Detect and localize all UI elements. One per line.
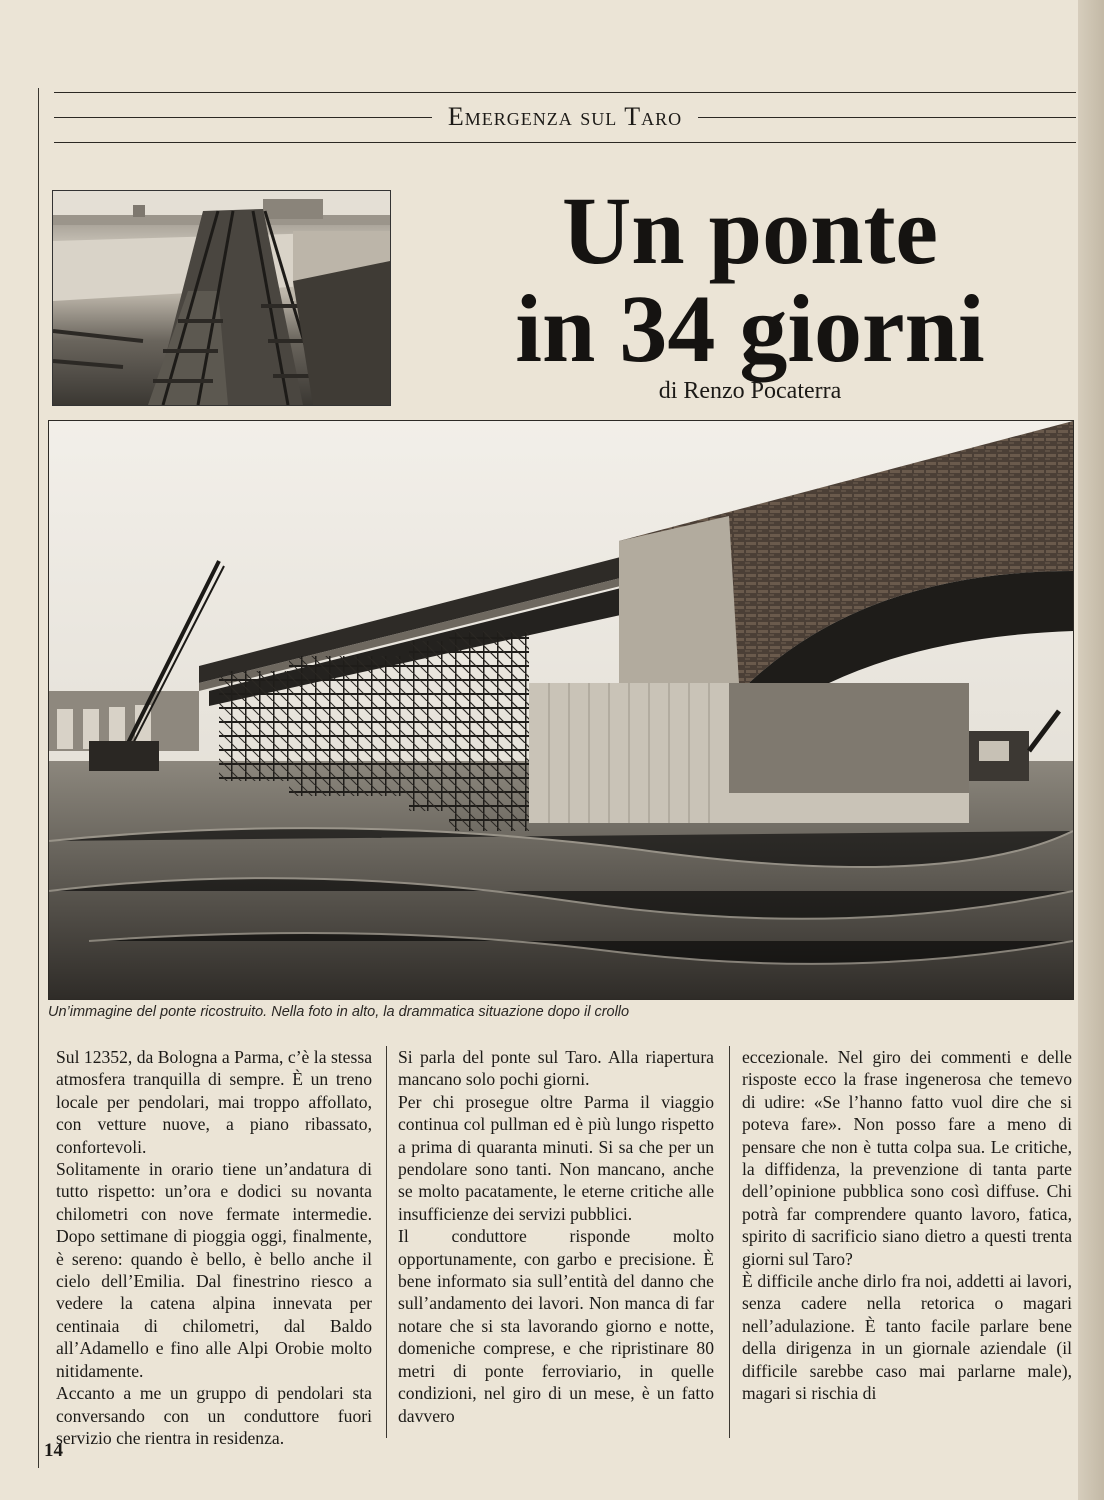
header-rule-top	[54, 92, 1076, 93]
section-title: Emergenza sul Taro	[447, 102, 683, 131]
header-rule-bottom	[54, 142, 1076, 143]
paragraph: Accanto a me un gruppo di pendolari sta conversando con un conduttore fuori servizio che rientra in residenza.	[56, 1383, 372, 1448]
article-title-line-2: in 34 giorni	[515, 275, 985, 382]
paragraph: È difficile anche dirlo fra noi, addetti ai lavori, senza cadere nella retorica o magari nell’adulazione. È tanto facile parlare bene della dirigenza in un giornale aziendale (il difficile sarebbe caso mai parlarne male), magari si rischia di	[742, 1271, 1072, 1404]
section-header	[54, 97, 1076, 137]
page-edge	[1078, 0, 1104, 1500]
paragraph: Solitamente in orario tiene un’andatura di tutto rispetto: un’ora e dodici su novanta chilometri con nove fermate intermedie. Dopo settimane di pioggia oggi, finalmente, è sereno: quando è bello, è bello anche il cielo dell’Emilia. Dal finestrino riesco a vedere la catena alpina innevata per centinaia di chilometri, dal Baldo all’Adamello e fino alle Alpi Orobie molto nitidamente.	[56, 1159, 372, 1381]
article-column-1	[56, 1046, 372, 1449]
article-column-2	[398, 1046, 714, 1427]
paragraph: Si parla del ponte sul Taro. Alla riapertura mancano solo pochi giorni.	[398, 1047, 714, 1090]
photo-caption: Un’immagine del ponte ricostruito. Nella foto in alto, la drammatica situazione dopo il crollo	[48, 1004, 630, 1020]
photo-rebuilt-bridge-drawing	[49, 421, 1073, 999]
paragraph: Per chi prosegue oltre Parma il viaggio continua col pullman ed è più lungo rispetto a prima di quaranta minuti. Si sa che per un pendolare sono tanti. Non mancano, anche se molto pacatamente, le eterne critiche alle insufficienze dei servizi pubblici.	[398, 1091, 714, 1224]
photo-rebuilt-bridge	[48, 420, 1074, 1000]
header-line-right	[698, 117, 1076, 118]
header-line-left	[54, 117, 432, 118]
page-number: 14	[44, 1440, 63, 1461]
article-title	[490, 177, 1010, 382]
article-title-line-1: Un ponte	[561, 177, 939, 284]
paragraph: Il conduttore risponde molto opportunamente, con garbo e precisione. È bene informato sia sull’entità del danno che sull’andamento dei lavori. Non manca di far notare che si sta lavorando giorno e notte, domeniche comprese, e che ripristinare 80 metri di ponte ferroviario, in quelle condizioni, nel giro di un mese, è un fatto davvero	[398, 1226, 714, 1426]
photo-collapsed-bridge	[52, 190, 391, 406]
article-column-3	[742, 1046, 1072, 1405]
paragraph: eccezionale. Nel giro dei commenti e delle risposte ecco la frase ingenerosa che temevo di udire: «Se l’hanno fatto vuol dire che si poteva fare». Non posso fare a meno di pensare che non è tutta colpa sua. Le critiche, la diffidenza, la prevenzione di tanta parte dell’opinione pubblica sono così diffuse. Chi potrà far comprendere quanto lavoro, fatica, spirito di sacrificio siano dietro a questi trenta giorni sul Taro?	[742, 1047, 1072, 1269]
column-divider	[386, 1046, 387, 1438]
byline: di Renzo Pocaterra	[658, 378, 842, 404]
paragraph: Sul 12352, da Bologna a Parma, c’è la stessa atmosfera tranquilla di sempre. È un treno locale per pendolari, mai troppo affollato, con vetture nuove, a piano ribassato, confortevoli.	[56, 1047, 372, 1157]
column-divider	[729, 1046, 730, 1438]
photo-collapsed-bridge-drawing	[53, 191, 390, 405]
margin-rule	[38, 88, 39, 1468]
